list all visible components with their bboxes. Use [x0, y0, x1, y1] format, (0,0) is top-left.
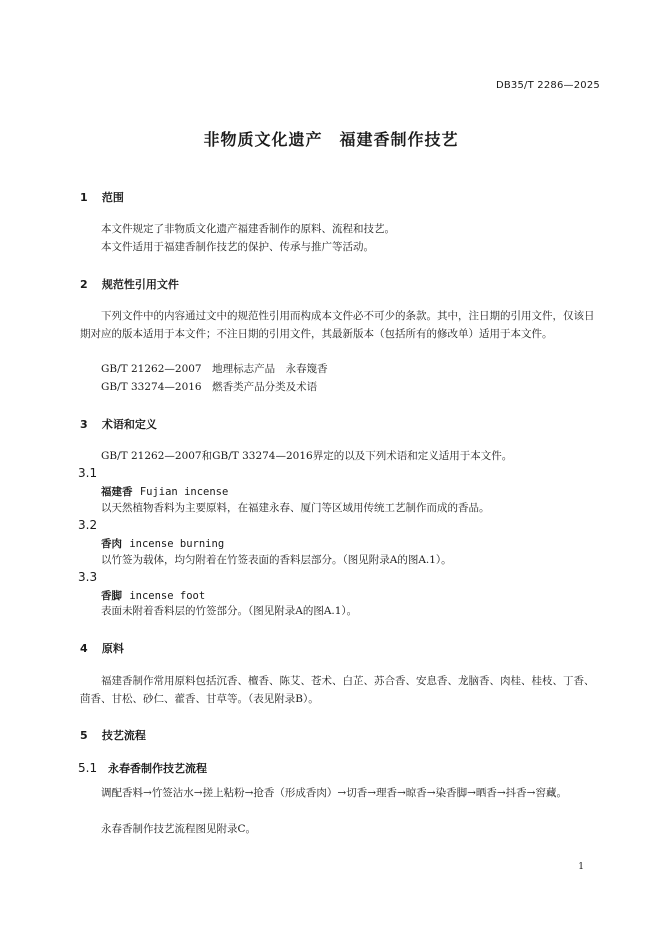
document-title: 非物质文化遗产 福建香制作技艺: [203, 130, 459, 149]
section-1-heading: [80, 189, 124, 205]
section-number: 1: [80, 191, 88, 204]
section-1-paragraph-1: 本文件规定了非物质文化遗产福建香制作的原料、流程和技艺。: [101, 223, 395, 235]
term-english: Fujian incense: [139, 486, 229, 498]
term-3-2-number: 3.2: [78, 518, 98, 532]
section-1-paragraph-2: 本文件适用于福建香制作技艺的保护、传承与推广等活动。: [101, 241, 374, 253]
normative-reference-1: GB/T 21262—2007 地理标志产品 永春篾香: [101, 363, 328, 375]
section-number: 4: [80, 642, 88, 655]
page-number: 1: [578, 862, 584, 872]
section-title: 范围: [101, 191, 124, 204]
term-english: incense burning: [129, 538, 225, 550]
section-5-paragraph-2: 永春香制作技艺流程图见附录C。: [101, 823, 257, 835]
term-3-3-definition: 表面未附着香料层的竹签部分。（图见附录A的图A.1）。: [101, 605, 358, 617]
section-title: 规范性引用文件: [101, 278, 179, 291]
normative-reference-2: GB/T 33274—2016 燃香类产品分类及术语: [101, 381, 318, 393]
term-3-1-heading: [101, 484, 228, 499]
section-3-intro: GB/T 21262—2007和GB/T 33274—2016界定的以及下列术语和定义适用于本文件。: [101, 450, 513, 462]
term-chinese: 香肉: [101, 538, 122, 550]
section-2-heading: [80, 276, 179, 292]
term-chinese: 香脚: [101, 590, 122, 602]
document-code: DB35/T 2286—2025: [495, 80, 600, 91]
section-2-paragraph-1: 下列文件中的内容通过文中的规范性引用而构成本文件必不可少的条款。其中，注日期的引用文件，仅该日期对应的版本适用于本文件；不注日期的引用文件，其最新版本（包括所有的修改单）适用于本文件。: [80, 310, 595, 340]
term-3-1-number: 3.1: [78, 466, 98, 480]
section-title: 原料: [101, 642, 124, 655]
term-english: incense foot: [129, 590, 206, 602]
section-number: 5: [80, 729, 88, 742]
section-3-heading: [80, 416, 157, 432]
term-3-2-definition: 以竹签为载体，均匀附着在竹签表面的香料层部分。（图见附录A的图A.1）。: [101, 554, 452, 566]
term-3-1-definition: 以天然植物香料为主要原料，在福建永春、厦门等区域用传统工艺制作而成的香品。: [101, 502, 490, 514]
section-5-paragraph-1: 调配香料→竹签沾水→搓上粘粉→抢香（形成香肉）→切香→理香→晾香→染香脚→晒香→抖香→窖藏。: [101, 787, 567, 799]
subsection-title: 永春香制作技艺流程: [108, 762, 207, 775]
section-5-heading: [80, 727, 146, 743]
section-4-paragraph-1: 福建香制作常用原料包括沉香、檀香、陈艾、苍术、白芷、苏合香、安息香、龙脑香、肉桂、桂枝、丁香、茴香、甘松、砂仁、藿香、甘草等。（表见附录B）。: [80, 675, 595, 705]
subsection-number: 5.1: [78, 761, 98, 775]
section-4-heading: [80, 640, 124, 656]
section-number: 2: [80, 278, 88, 291]
subsection-5-1-heading: [78, 760, 207, 776]
section-title: 技艺流程: [101, 729, 146, 742]
term-3-2-heading: [101, 536, 224, 551]
term-chinese: 福建香: [101, 486, 133, 498]
term-3-3-heading: [101, 588, 205, 603]
section-number: 3: [80, 418, 88, 431]
term-3-3-number: 3.3: [78, 570, 98, 584]
section-title: 术语和定义: [101, 418, 157, 431]
